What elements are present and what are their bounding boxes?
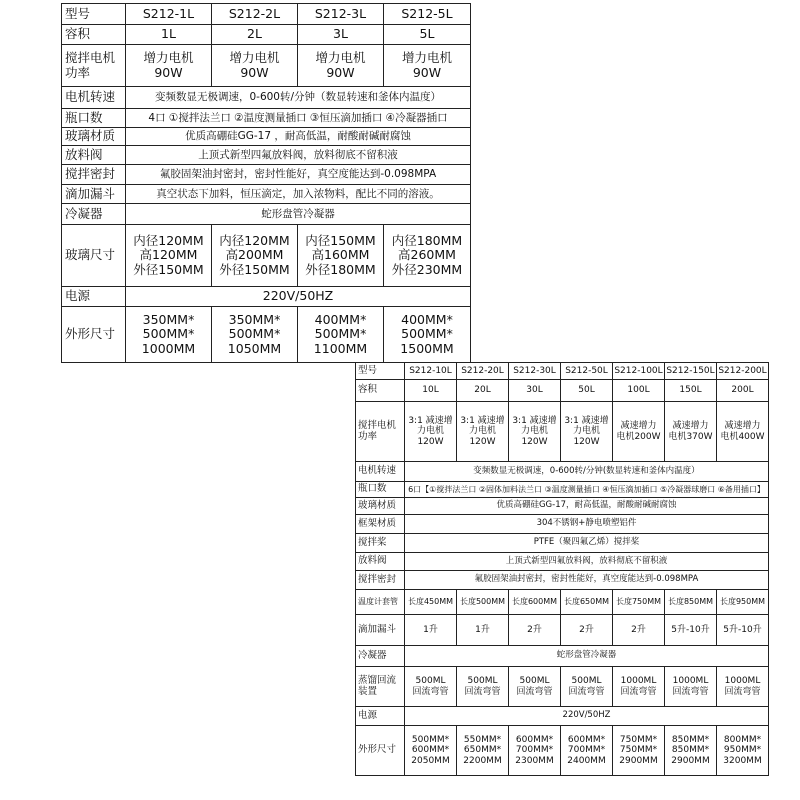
table-row [62, 25, 471, 45]
table-row [62, 45, 471, 87]
power-cell: 3:1 减速增 力电机 120W [457, 402, 509, 462]
table-row [356, 380, 769, 402]
condenser-value: 蛇形盘管冷凝器 [126, 204, 471, 225]
power-cell: 3:1 减速增 力电机 120W [405, 402, 457, 462]
table-row [356, 498, 769, 515]
funnel-cell: 2升 [613, 615, 665, 646]
ports-label: 瓶口数 [62, 109, 126, 128]
funnel-cell: 1升 [457, 615, 509, 646]
power-supply-label: 电源 [356, 707, 405, 726]
condenser-label: 冷凝器 [356, 646, 405, 667]
reflux-cell: 1000ML 回流弯管 [613, 667, 665, 707]
table-row [356, 553, 769, 571]
capacity-cell: 3L [298, 25, 384, 45]
power-label: 搅拌电机 功率 [62, 45, 126, 87]
glass-label: 玻璃材质 [62, 128, 126, 146]
dims-cell: 350MM* 500MM* 1000MM [126, 307, 212, 363]
frame-value: 304不锈钢+静电喷塑铝件 [405, 515, 769, 534]
capacity-label: 容积 [62, 25, 126, 45]
power-cell: 3:1 减速增 力电机 120W [561, 402, 613, 462]
table-row [356, 667, 769, 707]
model-cell: S212-3L [298, 4, 384, 25]
temp-cell: 长度850MM [665, 590, 717, 615]
size-cell: 内径120MM 高200MM 外径150MM [212, 225, 298, 287]
size-cell: 内径120MM 高120MM 外径150MM [126, 225, 212, 287]
funnel-cell: 5升-10升 [717, 615, 769, 646]
size-cell: 内径150MM 高160MM 外径180MM [298, 225, 384, 287]
table-row [62, 146, 471, 165]
table-row [356, 590, 769, 615]
table-row [62, 307, 471, 363]
power-cell: 减速增力 电机400W [717, 402, 769, 462]
seal-value: 氟胶固架油封密封，密封性能好，真空度能达到-0.098MPA [126, 165, 471, 185]
table-row [62, 204, 471, 225]
dims-cell: 800MM* 950MM* 3200MM [717, 726, 769, 776]
power-cell: 3:1 减速增 力电机 120W [509, 402, 561, 462]
valve-value: 上顶式新型四氟放料阀，放料彻底不留积液 [405, 553, 769, 571]
capacity-cell: 100L [613, 380, 665, 402]
power-supply-label: 电源 [62, 287, 126, 307]
size-cell: 内径180MM 高260MM 外径230MM [384, 225, 471, 287]
model-cell: S212-50L [561, 363, 613, 380]
speed-value: 变频数显无极调速，0-600转/分钟（数显转速和釜体内温度） [126, 87, 471, 109]
speed-label: 电机转速 [356, 462, 405, 482]
glass-value: 优质高硼硅GG-17，耐高低温，耐酸耐碱耐腐蚀 [405, 498, 769, 515]
funnel-cell: 2升 [561, 615, 613, 646]
power-cell: 增力电机 90W [126, 45, 212, 87]
capacity-cell: 10L [405, 380, 457, 402]
size-label: 玻璃尺寸 [62, 225, 126, 287]
dims-cell: 500MM* 600MM* 2050MM [405, 726, 457, 776]
paddle-label: 搅拌桨 [356, 534, 405, 553]
capacity-cell: 20L [457, 380, 509, 402]
capacity-label: 容积 [356, 380, 405, 402]
table-row [62, 87, 471, 109]
capacity-cell: 200L [717, 380, 769, 402]
capacity-cell: 150L [665, 380, 717, 402]
table-row [356, 707, 769, 726]
power-cell: 增力电机 90W [212, 45, 298, 87]
table-row [62, 287, 471, 307]
table-row [62, 225, 471, 287]
valve-label: 放料阀 [356, 553, 405, 571]
table-row [62, 109, 471, 128]
model-cell: S212-20L [457, 363, 509, 380]
funnel-cell: 1升 [405, 615, 457, 646]
reflux-cell: 1000ML 回流弯管 [717, 667, 769, 707]
capacity-cell: 5L [384, 25, 471, 45]
funnel-value: 真空状态下加料，恒压滴定，加入浓物料，配比不同的溶液。 [126, 185, 471, 204]
table-row [356, 482, 769, 498]
model-cell: S212-5L [384, 4, 471, 25]
power-supply-value: 220V/50HZ [405, 707, 769, 726]
power-cell: 增力电机 90W [298, 45, 384, 87]
temp-cell: 长度600MM [509, 590, 561, 615]
dims-cell: 600MM* 700MM* 2300MM [509, 726, 561, 776]
table-row [62, 165, 471, 185]
model-cell: S212-150L [665, 363, 717, 380]
funnel-label: 滴加漏斗 [356, 615, 405, 646]
dims-cell: 350MM* 500MM* 1050MM [212, 307, 298, 363]
model-cell: S212-2L [212, 4, 298, 25]
speed-label: 电机转速 [62, 87, 126, 109]
dims-cell: 550MM* 650MM* 2200MM [457, 726, 509, 776]
reflux-cell: 1000ML 回流弯管 [665, 667, 717, 707]
capacity-cell: 30L [509, 380, 561, 402]
temp-cell: 长度650MM [561, 590, 613, 615]
condenser-label: 冷凝器 [62, 204, 126, 225]
temp-cell: 长度500MM [457, 590, 509, 615]
table-row [62, 185, 471, 204]
funnel-cell: 5升-10升 [665, 615, 717, 646]
reflux-label: 蒸馏回流 装置 [356, 667, 405, 707]
funnel-label: 滴加漏斗 [62, 185, 126, 204]
power-cell: 减速增力 电机370W [665, 402, 717, 462]
reflux-cell: 500ML 回流弯管 [457, 667, 509, 707]
model-cell: S212-200L [717, 363, 769, 380]
dims-cell: 850MM* 850MM* 2900MM [665, 726, 717, 776]
table-row [356, 571, 769, 590]
temp-label: 温度计套管 [356, 590, 405, 615]
ports-value: 4口 ①搅拌法兰口 ②温度测量插口 ③恒压滴加插口 ④冷凝器插口 [126, 109, 471, 128]
power-cell: 增力电机 90W [384, 45, 471, 87]
temp-cell: 长度450MM [405, 590, 457, 615]
table-row [356, 615, 769, 646]
frame-label: 框架材质 [356, 515, 405, 534]
table-row [356, 402, 769, 462]
model-cell: S212-10L [405, 363, 457, 380]
table-row [356, 515, 769, 534]
large-model-spec-table [355, 362, 769, 776]
reflux-cell: 500ML 回流弯管 [561, 667, 613, 707]
dims-cell: 600MM* 700MM* 2400MM [561, 726, 613, 776]
model-label: 型号 [62, 4, 126, 25]
model-label: 型号 [356, 363, 405, 380]
table-row [356, 363, 769, 380]
model-cell: S212-100L [613, 363, 665, 380]
capacity-cell: 50L [561, 380, 613, 402]
temp-cell: 长度950MM [717, 590, 769, 615]
power-label: 搅拌电机 功率 [356, 402, 405, 462]
valve-value: 上顶式新型四氟放料阀，放料彻底不留积液 [126, 146, 471, 165]
table-row [62, 4, 471, 25]
table-row [356, 462, 769, 482]
table-row [356, 534, 769, 553]
power-supply-value: 220V/50HZ [126, 287, 471, 307]
dims-label: 外形尺寸 [62, 307, 126, 363]
capacity-cell: 1L [126, 25, 212, 45]
valve-label: 放料阀 [62, 146, 126, 165]
ports-label: 瓶口数 [356, 482, 405, 498]
dims-label: 外形尺寸 [356, 726, 405, 776]
temp-cell: 长度750MM [613, 590, 665, 615]
ports-value: 6口【①搅拌法兰口 ②固体加料法兰口 ③温度测量插口 ④恒压滴加插口 ⑤冷凝器球磨口 ⑥备用插口】 [405, 482, 769, 498]
table-row [356, 726, 769, 776]
capacity-cell: 2L [212, 25, 298, 45]
funnel-cell: 2升 [509, 615, 561, 646]
seal-value: 氟胶固架油封密封，密封性能好，真空度能达到-0.098MPA [405, 571, 769, 590]
power-cell: 减速增力 电机200W [613, 402, 665, 462]
dims-cell: 400MM* 500MM* 1500MM [384, 307, 471, 363]
small-model-spec-table [61, 3, 471, 363]
dims-cell: 400MM* 500MM* 1100MM [298, 307, 384, 363]
table-row [62, 128, 471, 146]
glass-value: 优质高硼硅GG-17 ，耐高低温，耐酸耐碱耐腐蚀 [126, 128, 471, 146]
seal-label: 搅拌密封 [62, 165, 126, 185]
dims-cell: 750MM* 750MM* 2900MM [613, 726, 665, 776]
seal-label: 搅拌密封 [356, 571, 405, 590]
model-cell: S212-1L [126, 4, 212, 25]
speed-value: 变频数显无极调速，0-600转/分钟(数显转速和釜体内温度） [405, 462, 769, 482]
condenser-value: 蛇形盘管冷凝器 [405, 646, 769, 667]
reflux-cell: 500ML 回流弯管 [509, 667, 561, 707]
paddle-value: PTFE（聚四氟乙烯）搅拌桨 [405, 534, 769, 553]
reflux-cell: 500ML 回流弯管 [405, 667, 457, 707]
glass-label: 玻璃材质 [356, 498, 405, 515]
table-row [356, 646, 769, 667]
model-cell: S212-30L [509, 363, 561, 380]
